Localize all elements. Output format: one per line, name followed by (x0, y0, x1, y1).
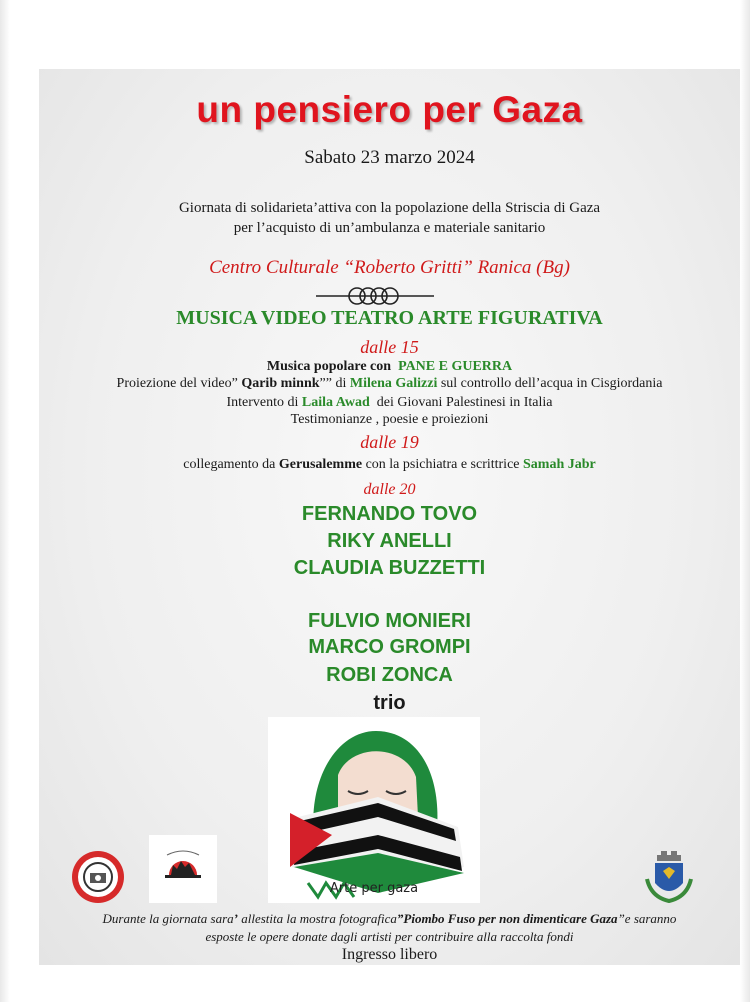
artwork-image (268, 717, 480, 903)
collegamento-prefix: collegamento da (183, 457, 276, 472)
musica-line (39, 359, 740, 375)
intervento-line (39, 395, 740, 411)
footer-mid: allestita la mostra fotografica (237, 911, 397, 926)
footer-exhibition-title: ”Piombo Fuso per non dimenticare Gaza (396, 911, 618, 926)
artwork-caption: Arte per gaza (329, 881, 419, 896)
footer-suffix: ”e saranno (617, 911, 677, 926)
page-shadow-right (740, 0, 750, 1002)
time-20-label: dalle 20 (363, 481, 416, 498)
footer-line-1 (39, 911, 740, 927)
footer-prefix: Durante la giornata sara (102, 911, 234, 926)
performer-name: RIKY ANELLI (327, 530, 452, 552)
collegamento-line (39, 457, 740, 473)
intro-line-1: Giornata di solidarieta’attiva con la popolazione della Striscia di Gaza (178, 200, 601, 216)
program-headline: MUSICA VIDEO TEATRO ARTE FIGURATIVA (176, 307, 603, 329)
video-title: Qarib minnk (241, 376, 320, 391)
musica-group: PANE E GUERRA (398, 359, 513, 374)
time-15-label: dalle 15 (360, 337, 419, 357)
collegamento-city: Gerusalemme (278, 457, 363, 472)
footer-line-2: esposte le opere donate dagli artisti per contribuire alla raccolta fondi (205, 929, 574, 944)
video-suffix: sul controllo dell’acqua in Cisgiordania (440, 376, 663, 391)
video-author: Milena Galizzi (349, 376, 438, 391)
intro-line-2: per l’acquisto di un’ambulanza e materiale sanitario (233, 220, 546, 236)
venue: Centro Culturale “Roberto Gritti” Ranica (Bg) (209, 257, 570, 278)
performer-name: ROBI ZONCA (326, 664, 453, 686)
collegamento-name: Samah Jabr (523, 457, 596, 472)
association-logo-icon (70, 849, 126, 905)
video-prefix: Proiezione del video” (116, 376, 238, 391)
performer-name: FULVIO MONIERI (308, 610, 471, 632)
performer-name: FERNANDO TOVO (301, 503, 478, 525)
performer-name: MARCO GROMPI (308, 636, 471, 658)
event-date: Sabato 23 marzo 2024 (304, 147, 475, 168)
ornament-divider-icon (316, 283, 434, 309)
testimonianze-line: Testimonianze , poesie e proiezioni (290, 412, 489, 427)
intervento-prefix: Intervento di (226, 395, 299, 410)
trio-label: trio (373, 692, 406, 714)
performer-name: CLAUDIA BUZZETTI (293, 557, 486, 579)
time-19-label: dalle 19 (360, 432, 419, 452)
poster-title: un pensiero per Gaza (196, 89, 583, 130)
event-poster (39, 69, 740, 965)
palestine-association-logo (149, 835, 217, 903)
association-emblem-icon (149, 835, 217, 903)
footer-apostrophe: ’ (233, 911, 238, 926)
video-line (39, 376, 740, 392)
collegamento-mid: con la psichiatra e scrittrice (365, 457, 520, 472)
municipal-crest-icon (639, 849, 699, 905)
intervento-name: Laila Awad (301, 395, 370, 410)
video-mid: ”” di (319, 376, 347, 391)
entry-free: Ingresso libero (341, 946, 438, 963)
musica-label: Musica popolare con (266, 359, 392, 374)
intervento-suffix: dei Giovani Palestinesi in Italia (376, 395, 553, 410)
artwork-figure-icon (268, 717, 480, 903)
page-shadow-left (0, 0, 10, 1002)
